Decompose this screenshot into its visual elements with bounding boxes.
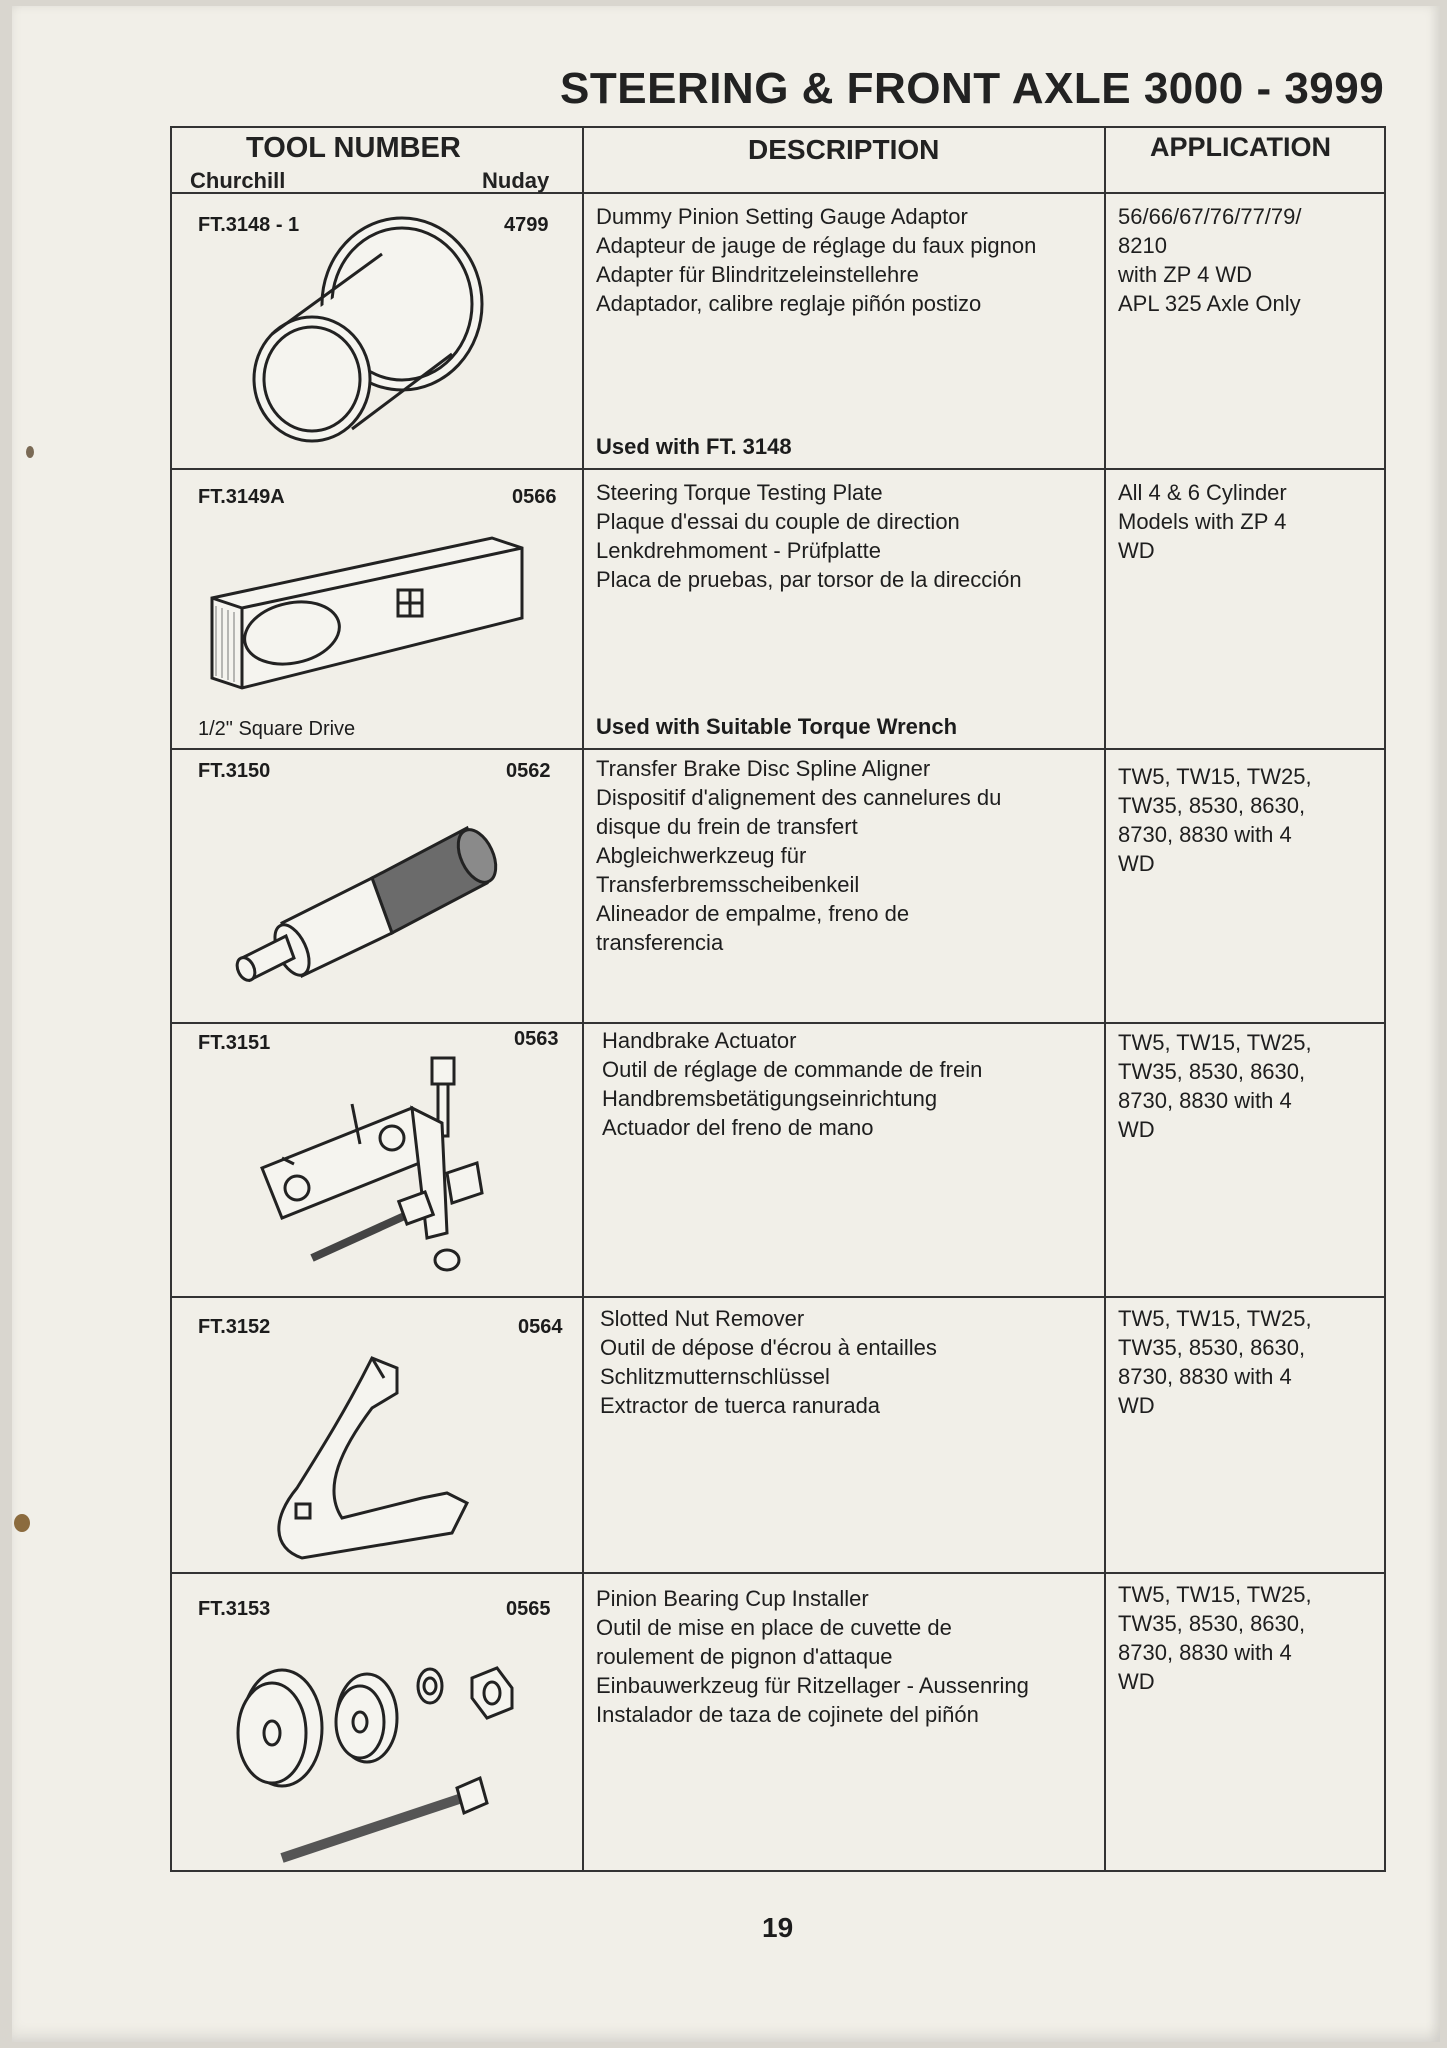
tool-description: Transfer Brake Disc Spline Aligner Dispositif d'alignement des cannelures du disque du frein de transfert Abgleichwerkzeug für Transferbremsscheibenkeil Alineador de empalme, freno de transferencia bbox=[596, 756, 1002, 955]
tool-application: All 4 & 6 Cylinder Models with ZP 4 WD bbox=[1118, 480, 1287, 563]
tool-application: TW5, TW15, TW25, TW35, 8530, 8630, 8730, 8830 with 4 WD bbox=[1118, 764, 1312, 876]
nuday-number: 0563 bbox=[514, 1028, 559, 1050]
used-with-note: Used with FT. 3148 bbox=[596, 434, 792, 459]
tool-application: TW5, TW15, TW25, TW35, 8530, 8630, 8730, 8830 with 4 WD bbox=[1118, 1582, 1312, 1694]
churchill-number: FT.3152 bbox=[198, 1316, 271, 1338]
header-churchill: Churchill bbox=[190, 168, 286, 193]
churchill-number: FT.3153 bbox=[198, 1598, 271, 1620]
tool-description: Dummy Pinion Setting Gauge Adaptor Adapteur de jauge de réglage du faux pignon Adapter für Blindritzeleinstellehre Adaptador, calibre reglaje piñón postizo bbox=[596, 204, 1037, 316]
nuday-number: 0566 bbox=[512, 486, 557, 508]
page-blemish bbox=[14, 1514, 30, 1532]
page-number: 19 bbox=[762, 1912, 794, 1943]
nuday-number: 0564 bbox=[518, 1316, 563, 1338]
churchill-number: FT.3151 bbox=[198, 1032, 271, 1054]
square-drive-note: 1/2" Square Drive bbox=[198, 718, 356, 740]
tool-description: Handbrake Actuator Outil de réglage de commande de frein Handbremsbetätigungseinrichtung Actuador del freno de mano bbox=[602, 1028, 983, 1140]
page-blemish bbox=[26, 446, 34, 458]
tools-table bbox=[170, 126, 1386, 1872]
torque-testing-plate-illustration bbox=[202, 518, 542, 718]
tool-description: Steering Torque Testing Plate Plaque d'essai du couple de direction Lenkdrehmoment - Prüfplatte Placa de pruebas, par torsor de la dirección bbox=[596, 480, 1022, 592]
header-nuday: Nuday bbox=[482, 168, 550, 193]
tool-application: TW5, TW15, TW25, TW35, 8530, 8630, 8730, 8830 with 4 WD bbox=[1118, 1306, 1312, 1418]
used-with-note: Used with Suitable Torque Wrench bbox=[596, 714, 958, 739]
slotted-nut-remover-illustration bbox=[272, 1348, 502, 1568]
bearing-cup-installer-illustration bbox=[212, 1638, 552, 1868]
tool-description: Slotted Nut Remover Outil de dépose d'écrou à entailles Schlitzmutternschlüssel Extractor de tuerca ranurada bbox=[600, 1306, 937, 1418]
nuday-number: 4799 bbox=[504, 214, 549, 236]
header-tool-number: TOOL NUMBER bbox=[246, 132, 461, 164]
tool-application: 56/66/67/76/77/79/ 8210 with ZP 4 WD APL 325 Axle Only bbox=[1118, 204, 1302, 316]
header-application: APPLICATION bbox=[1150, 132, 1331, 162]
handbrake-actuator-illustration bbox=[242, 1048, 502, 1278]
tool-description: Pinion Bearing Cup Installer Outil de mise en place de cuvette de roulement de pignon d'attaque Einbauwerkzeug für Ritzellager - Aussenring Instalador de taza de cojinete del piñón bbox=[596, 1586, 1029, 1727]
nuday-number: 0565 bbox=[506, 1598, 551, 1620]
tool-application: TW5, TW15, TW25, TW35, 8530, 8630, 8730, 8830 with 4 WD bbox=[1118, 1030, 1312, 1142]
dummy-pinion-adaptor-illustration bbox=[232, 214, 522, 454]
page-title: STEERING & FRONT AXLE 3000 - 3999 bbox=[560, 64, 1385, 113]
churchill-number: FT.3148 - 1 bbox=[198, 214, 300, 236]
churchill-number: FT.3150 bbox=[198, 760, 271, 782]
nuday-number: 0562 bbox=[506, 760, 551, 782]
spline-aligner-illustration bbox=[222, 808, 522, 1008]
manual-page bbox=[12, 6, 1440, 2042]
header-description: DESCRIPTION bbox=[748, 134, 940, 165]
churchill-number: FT.3149A bbox=[198, 486, 285, 508]
